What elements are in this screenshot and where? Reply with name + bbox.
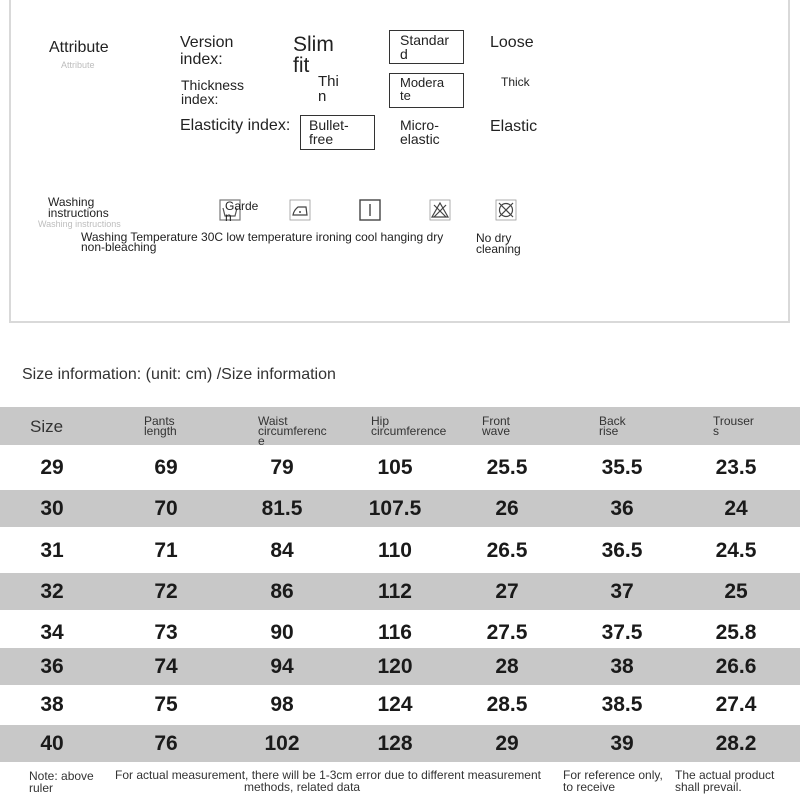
table-header-row — [0, 407, 800, 448]
table-cell: 28 — [495, 654, 519, 678]
table-cell: 25.5 — [486, 455, 528, 479]
thickness-opt-moderate: Modera te — [389, 73, 464, 108]
attribute-title: Attribute — [49, 39, 109, 56]
table-row — [0, 648, 800, 685]
elasticity-index-label: Elasticity index: — [180, 117, 291, 134]
washing-description: Washing Temperature 30C low temperature ironing cool hanging dry — [81, 230, 444, 244]
note-ruler: Note: above ruler — [29, 769, 94, 795]
table-cell: 32 — [40, 579, 64, 603]
thickness-index-label: Thickness index: — [181, 77, 245, 107]
table-cell: 72 — [154, 579, 178, 603]
size-info-title: Size information: (unit: cm) /Size information — [22, 366, 336, 383]
table-cell: 34 — [40, 620, 64, 644]
table-cell: 28.5 — [486, 692, 528, 716]
table-cell: 70 — [154, 496, 178, 520]
table-cell: 40 — [40, 731, 64, 755]
table-cell: 24 — [724, 496, 748, 520]
table-header-cell: Pants length — [144, 414, 177, 438]
table-cell: 81.5 — [261, 496, 303, 520]
table-cell: 27.5 — [486, 620, 528, 644]
table-header-cell: Back rise — [599, 414, 626, 438]
elasticity-opt-bullet-free: Bullet- free — [300, 115, 375, 150]
table-cell: 75 — [154, 692, 178, 716]
version-opt-standard: Standar d — [389, 30, 464, 64]
table-cell: 36.5 — [601, 538, 643, 562]
table-cell: 36 — [610, 496, 634, 520]
table-cell: 76 — [154, 731, 178, 755]
note-actual-product: The actual product shall prevail. — [675, 768, 775, 794]
table-cell: 28.2 — [715, 731, 757, 755]
elasticity-opt-elastic: Elastic — [490, 118, 538, 135]
table-cell: 39 — [610, 731, 634, 755]
table-row — [0, 725, 800, 762]
no-dry-cleaning-label: No dry cleaning — [476, 231, 521, 256]
table-cell: 102 — [264, 731, 300, 755]
table-cell: 112 — [378, 579, 412, 603]
no-bleach-icon — [429, 199, 451, 221]
table-cell: 36 — [40, 654, 64, 678]
version-opt-loose: Loose — [490, 34, 534, 51]
table-cell: 86 — [270, 579, 294, 603]
attribute-panel — [9, 0, 790, 323]
table-cell: 37.5 — [601, 620, 643, 644]
table-cell: 37 — [610, 579, 634, 603]
table-cell: 69 — [154, 455, 178, 479]
thickness-opt-thick: Thick — [501, 75, 530, 89]
table-cell: 38.5 — [601, 692, 643, 716]
table-cell: 26.5 — [486, 538, 528, 562]
table-cell: 25 — [724, 579, 748, 603]
no-dry-clean-icon — [495, 199, 517, 221]
table-cell: 84 — [270, 538, 294, 562]
thickness-opt-thin: Thi n — [318, 73, 339, 105]
table-cell: 25.8 — [715, 620, 757, 644]
table-cell: 30 — [40, 496, 64, 520]
table-cell: 27 — [495, 579, 519, 603]
table-cell: 74 — [154, 654, 178, 678]
table-cell: 105 — [377, 455, 413, 479]
table-header-cell: Size — [30, 417, 64, 436]
version-opt-slim: Slim fit — [293, 33, 334, 77]
table-cell: 90 — [270, 620, 294, 644]
table-cell: 128 — [377, 731, 413, 755]
garden-label: Garde n — [225, 199, 259, 224]
table-cell: 29 — [40, 455, 64, 479]
washing-subtitle: Washing instructions — [38, 219, 121, 229]
table-cell: 120 — [377, 654, 413, 678]
note-reference: For reference only, to receive — [563, 768, 663, 794]
table-cell: 29 — [495, 731, 519, 755]
table-cell: 31 — [40, 538, 64, 562]
table-cell: 94 — [270, 654, 294, 678]
table-cell: 71 — [154, 538, 178, 562]
table-header-cell: Front wave — [482, 414, 511, 438]
table-row — [0, 532, 800, 569]
table-cell: 116 — [378, 620, 412, 644]
version-index-label: Version index: — [180, 34, 234, 68]
iron-low-icon — [289, 199, 311, 221]
table-cell: 27.4 — [715, 692, 757, 716]
table-cell: 26 — [495, 496, 519, 520]
table-cell: 23.5 — [715, 455, 757, 479]
table-row — [0, 449, 800, 486]
table-cell: 124 — [377, 692, 413, 716]
table-cell: 38 — [40, 692, 64, 716]
washing-description-2: non-bleaching — [81, 240, 157, 254]
table-cell: 98 — [270, 692, 294, 716]
table-cell: 24.5 — [715, 538, 757, 562]
attribute-subtitle: Attribute — [61, 60, 95, 70]
table-cell: 26.6 — [715, 654, 757, 678]
hang-dry-icon — [359, 199, 381, 221]
table-cell: 110 — [378, 538, 412, 562]
table-cell: 38 — [610, 654, 634, 678]
table-header-cell: Trouser s — [713, 414, 754, 438]
table-cell: 107.5 — [368, 496, 422, 520]
table-cell: 79 — [270, 455, 294, 479]
note-measurement-methods: methods, related data — [244, 780, 361, 794]
table-cell: 73 — [154, 620, 178, 644]
table-cell: 35.5 — [601, 455, 643, 479]
table-header-cell: Hip circumference — [371, 414, 447, 438]
table-row — [0, 490, 800, 527]
note-measurement-error: For actual measurement, there will be 1-3cm error due to different measurement — [115, 768, 541, 782]
table-row — [0, 614, 800, 651]
table-header-cell: Waist circumferenc e — [258, 414, 327, 448]
elasticity-opt-micro-elastic: Micro- elastic — [400, 117, 440, 147]
washing-title: Washing instructions — [48, 195, 109, 220]
table-row — [0, 573, 800, 610]
table-row — [0, 686, 800, 723]
